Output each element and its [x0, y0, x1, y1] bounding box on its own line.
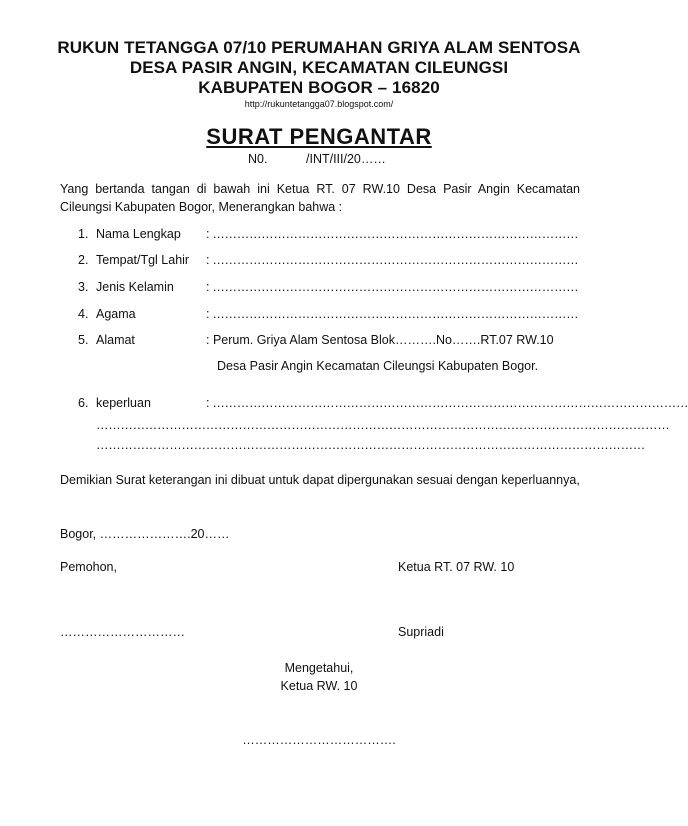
field-value-nama: : ……………………………………………………………………………… [206, 227, 579, 241]
keperluan-line-2: …………………………………………………………………………………………………………………………… [96, 418, 670, 432]
field-value-jenis-kelamin: : ……………………………………………………………………………… [206, 280, 579, 294]
rt-head-name: Supriadi [398, 625, 444, 639]
rt-head-label: Ketua RT. 07 RW. 10 [398, 560, 515, 574]
field-label-jenis-kelamin: Jenis Kelamin [96, 280, 174, 294]
intro-paragraph: Yang bertanda tangan di bawah ini Ketua RT. 07 RW.10 Desa Pasir Angin Kecamatan Cileungsi Kabupaten Bogor, Menerangkan bahwa : [60, 182, 580, 214]
keperluan-line-3: ……………………………………………………………………………………………………………………… [96, 438, 646, 452]
field-value-agama: : ……………………………………………………………………………… [206, 307, 579, 321]
field-number: 3. [78, 280, 89, 294]
field-number: 5. [78, 333, 89, 347]
header-url: http://rukuntetangga07.blogspot.com/ [244, 99, 394, 109]
header-line-1: RUKUN TETANGGA 07/10 PERUMAHAN GRIYA ALAM SENTOSA [57, 38, 581, 57]
field-number: 6. [78, 396, 89, 410]
field-label-agama: Agama [96, 307, 136, 321]
field-label-ttl: Tempat/Tgl Lahir [96, 253, 190, 267]
document-title: SURAT PENGANTAR [206, 124, 432, 149]
number-label: N0. [248, 152, 268, 166]
applicant-name: ………………………… [60, 625, 185, 639]
number-value: /INT/III/20…… [306, 152, 386, 166]
field-label-nama: Nama Lengkap [96, 227, 181, 241]
field-value-ttl: : ……………………………………………………………………………… [206, 253, 579, 267]
rw-head-name: ………………………………. [242, 733, 396, 747]
place-date: Bogor, ………………….20…… [60, 527, 230, 541]
rw-head-label: Ketua RW. 10 [280, 679, 358, 693]
field-label-alamat: Alamat [96, 333, 135, 347]
field-label-keperluan: keperluan [96, 396, 151, 410]
field-number: 2. [78, 253, 89, 267]
header-line-2: DESA PASIR ANGIN, KECAMATAN CILEUNGSI [129, 58, 509, 77]
header-line-3: KABUPATEN BOGOR – 16820 [198, 78, 440, 97]
field-number: 1. [78, 227, 89, 241]
field-value-alamat: : Perum. Griya Alam Sentosa Blok……….No…….RT.07 RW.10 [206, 333, 554, 347]
field-value-keperluan: : ……………………………………………………………………………………………………… [206, 396, 688, 410]
applicant-label: Pemohon, [60, 560, 117, 574]
field-number: 4. [78, 307, 89, 321]
acknowledged-label: Mengetahui, [284, 661, 354, 675]
closing-statement: Demikian Surat keterangan ini dibuat untuk dapat dipergunakan sesuai dengan keperluannya, [60, 473, 580, 487]
field-value-alamat-line2: Desa Pasir Angin Kecamatan Cileungsi Kabupaten Bogor. [217, 359, 539, 373]
